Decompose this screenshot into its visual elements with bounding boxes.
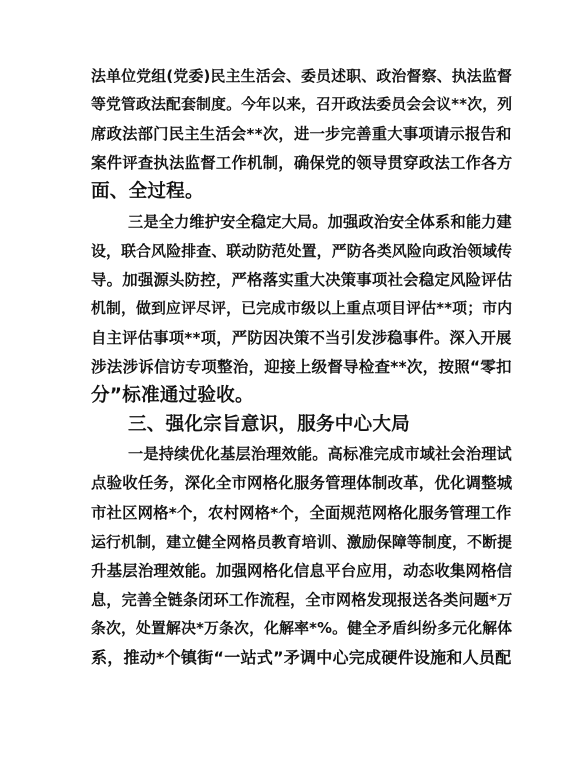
text-line: 涉法涉诉信访专项整治，迎接上级督导检查**次，按照“零扣: [91, 358, 512, 376]
text-line: 法单位党组(党委)民主生活会、委员述职、政治督察、执法监督: [91, 67, 513, 85]
text-line: 分”标准通过验收。: [91, 385, 254, 407]
text-line: 自主评估事项**项，严防因决策不当引发涉稳事件。深入开展: [91, 328, 512, 347]
text-line: 息，完善全链条闭环工作流程，全市网格发现报送各类问题*万: [91, 590, 513, 609]
section-heading: 三、强化宗旨意识，服务中心大局: [128, 414, 410, 436]
paragraph-lead-line: 一是持续优化基层治理效能。高标准完成市域社会治理试: [128, 445, 512, 464]
text-line: 等党管政法配套制度。今年以来，召开政法委员会会议**次，列: [91, 96, 513, 114]
text-line: 机制，做到应评尽评，已完成市级以上重点项目评估**项；市内: [91, 299, 513, 317]
text-line: 席政法部门民主生活会**次，进一步完善重大事项请示报告和: [91, 125, 512, 144]
text-line: 导。加强源头防控，严格落实重大决策事项社会稳定风险评估: [91, 270, 513, 289]
text-line: 点验收任务，深化全市网格化服务管理体制改革，优化调整城: [91, 474, 513, 493]
text-line: 条次，处置解决*万条次，化解率*%。健全矛盾纠纷多元化解体: [91, 619, 513, 637]
text-line: 面、全过程。: [91, 181, 204, 203]
text-line: 系，推动*个镇街“一站式”矛调中心完成硬件设施和人员配: [91, 648, 512, 667]
text-line: 升基层治理效能。加强网格化信息平台应用，动态收集网格信: [91, 561, 513, 580]
text-line: 市社区网格*个，农村网格*个，全面规范网格化服务管理工作: [91, 503, 512, 522]
text-line: 设，联合风险排查、联动防范处置，严防各类风险向政治领域传: [91, 241, 513, 260]
text-line: 案件评查执法监督工作机制，确保党的领导贯穿政法工作各方: [91, 154, 513, 173]
text-line: 运行机制，建立健全网格员教育培训、激励保障等制度，不断提: [91, 532, 513, 551]
paragraph-lead-line: 三是全力维护安全稳定大局。加强政治安全体系和能力建: [128, 212, 512, 231]
